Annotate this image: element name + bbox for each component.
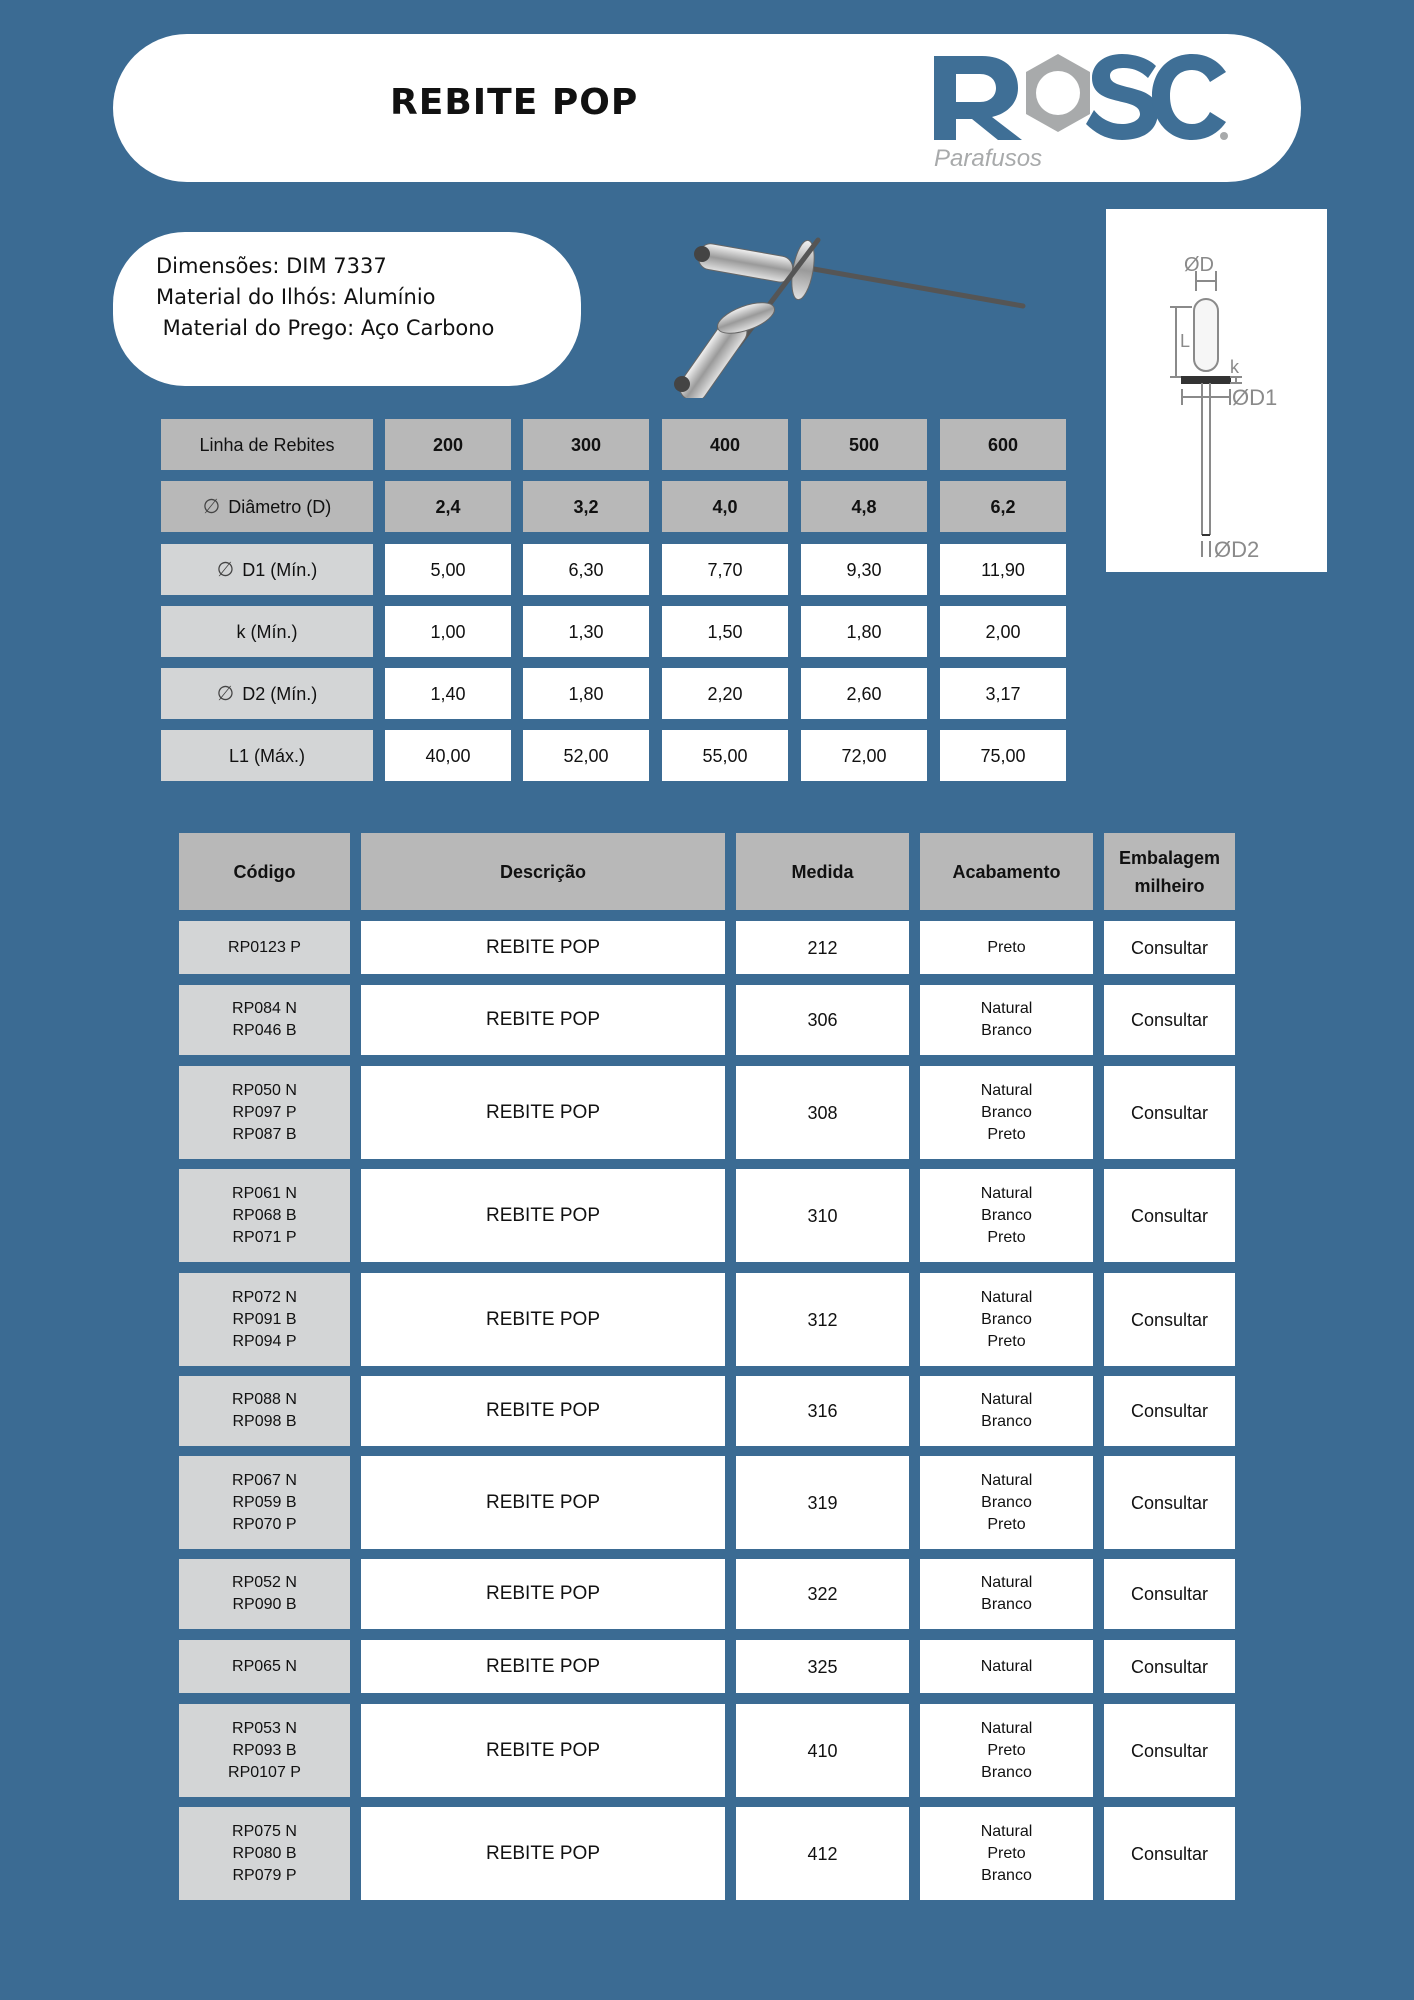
product-code-cell: RP065 N [179,1640,350,1693]
product-package-cell: Consultar [1104,1169,1235,1262]
rivet-photo [668,228,1028,398]
product-code-cell: RP050 N RP097 P RP087 B [179,1066,350,1159]
product-desc-cell: REBITE POP [361,1066,725,1159]
info-dimensions: Dimensões: DIM 7337 [156,254,387,278]
spec-cell: 1,80 [523,668,649,719]
spec-cell: 6,30 [523,544,649,595]
spec-cell: 500 [801,419,927,470]
spec-cell: 9,30 [801,544,927,595]
product-finish-cell: Natural Preto Branco [920,1807,1093,1900]
product-finish-cell: Natural [920,1640,1093,1693]
logo-brand-text: ROSC [930,52,933,53]
product-code-cell: RP072 N RP091 B RP094 P [179,1273,350,1366]
product-medida-cell: 306 [736,985,909,1055]
spec-row-label [161,730,373,781]
spec-cell: 1,30 [523,606,649,657]
product-finish-cell: Natural Branco Preto [920,1169,1093,1262]
spec-row-label-text: Diâmetro (D) [228,496,332,517]
spec-cell: 40,00 [385,730,511,781]
product-finish-cell: Natural Branco [920,1376,1093,1446]
product-package-cell: Consultar [1104,1066,1235,1159]
spec-cell: 2,20 [662,668,788,719]
product-medida-cell: 312 [736,1273,909,1366]
product-code-cell: RP084 N RP046 B [179,985,350,1055]
spec-cell: 2,60 [801,668,927,719]
product-desc-cell: REBITE POP [361,1273,725,1366]
product-desc-cell: REBITE POP [361,921,725,974]
spec-row-label [161,668,373,719]
info-prego-material: Material do Prego: Aço Carbono [156,316,495,340]
product-desc-cell: REBITE POP [361,985,725,1055]
product-code-cell: RP067 N RP059 B RP070 P [179,1456,350,1549]
product-desc-cell: REBITE POP [361,1559,725,1629]
product-medida-cell: 325 [736,1640,909,1693]
spec-cell: 5,00 [385,544,511,595]
product-medida-cell: 319 [736,1456,909,1549]
product-header-cell: Descrição [361,833,725,910]
product-package-cell: Consultar [1104,1273,1235,1366]
product-header-cell: Embalagem milheiro [1104,833,1235,910]
diameter-icon: ∅ [202,495,221,518]
spec-cell: 400 [662,419,788,470]
spec-row-label-text: Linha de Rebites [199,434,335,455]
spec-cell: 4,0 [662,481,788,532]
spec-cell: 11,90 [940,544,1066,595]
product-package-cell: Consultar [1104,1704,1235,1797]
product-medida-cell: 316 [736,1376,909,1446]
spec-cell: 7,70 [662,544,788,595]
diameter-icon: ∅ [216,682,235,705]
product-desc-cell: REBITE POP [361,1169,725,1262]
product-header-cell: Código [179,833,350,910]
product-desc-cell: REBITE POP [361,1807,725,1900]
product-finish-cell: Natural Branco [920,985,1093,1055]
spec-cell: 200 [385,419,511,470]
product-medida-cell: 322 [736,1559,909,1629]
product-finish-cell: Natural Preto Branco [920,1704,1093,1797]
product-desc-cell: REBITE POP [361,1376,725,1446]
diameter-icon: ∅ [216,558,235,581]
spec-cell: 72,00 [801,730,927,781]
product-code-cell: RP053 N RP093 B RP0107 P [179,1704,350,1797]
spec-cell: 3,2 [523,481,649,532]
logo-subtitle: Parafusos [934,145,1043,172]
diagram-label-d1: ØD1 [1232,385,1278,410]
page-title: REBITE POP [390,82,639,123]
product-medida-cell: 308 [736,1066,909,1159]
product-medida-cell: 310 [736,1169,909,1262]
rivet-dimension-diagram [1106,209,1327,572]
spec-cell: 52,00 [523,730,649,781]
product-code-cell: RP0123 P [179,921,350,974]
product-package-cell: Consultar [1104,985,1235,1055]
product-desc-cell: REBITE POP [361,1640,725,1693]
diagram-label-d: ØD [1184,254,1214,276]
product-package-cell: Consultar [1104,1376,1235,1446]
product-header-cell: Acabamento [920,833,1093,910]
spec-cell: 1,00 [385,606,511,657]
diagram-label-l: L [1180,331,1191,351]
spec-row-label-text: D2 (Mín.) [242,683,318,704]
product-package-cell: Consultar [1104,921,1235,974]
spec-cell: 1,40 [385,668,511,719]
product-finish-cell: Natural Branco Preto [920,1273,1093,1366]
product-desc-cell: REBITE POP [361,1704,725,1797]
product-finish-cell: Natural Branco Preto [920,1456,1093,1549]
product-finish-cell: Natural Branco [920,1559,1093,1629]
product-code-cell: RP088 N RP098 B [179,1376,350,1446]
product-medida-cell: 212 [736,921,909,974]
spec-cell: 55,00 [662,730,788,781]
product-medida-cell: 410 [736,1704,909,1797]
spec-cell: 600 [940,419,1066,470]
spec-cell: 3,17 [940,668,1066,719]
product-code-cell: RP075 N RP080 B RP079 P [179,1807,350,1900]
spec-cell: 2,4 [385,481,511,532]
diagram-label-k: k [1230,357,1239,377]
spec-row-label-text: k (Mín.) [236,621,298,642]
product-code-cell: RP052 N RP090 B [179,1559,350,1629]
product-package-cell: Consultar [1104,1559,1235,1629]
spec-cell: 2,00 [940,606,1066,657]
spec-cell: 300 [523,419,649,470]
spec-row-label-text: D1 (Mín.) [242,559,318,580]
product-finish-cell: Natural Branco Preto [920,1066,1093,1159]
spec-cell: 75,00 [940,730,1066,781]
product-package-cell: Consultar [1104,1807,1235,1900]
spec-cell: 4,8 [801,481,927,532]
spec-row-label-text: L1 (Máx.) [228,745,306,766]
product-code-cell: RP061 N RP068 B RP071 P [179,1169,350,1262]
rosc-logo [930,52,1230,174]
spec-row-label [161,544,373,595]
product-header-cell: Medida [736,833,909,910]
spec-row-label [161,419,373,470]
product-finish-cell: Preto [920,921,1093,974]
spec-cell: 1,80 [801,606,927,657]
info-ilhos-material: Material do Ilhós: Alumínio [156,285,436,309]
spec-row-label [161,481,373,532]
product-medida-cell: 412 [736,1807,909,1900]
product-package-cell: Consultar [1104,1640,1235,1693]
product-package-cell: Consultar [1104,1456,1235,1549]
product-desc-cell: REBITE POP [361,1456,725,1549]
diagram-label-d2: ØD2 [1214,537,1260,562]
spec-row-label [161,606,373,657]
spec-cell: 6,2 [940,481,1066,532]
spec-cell: 1,50 [662,606,788,657]
